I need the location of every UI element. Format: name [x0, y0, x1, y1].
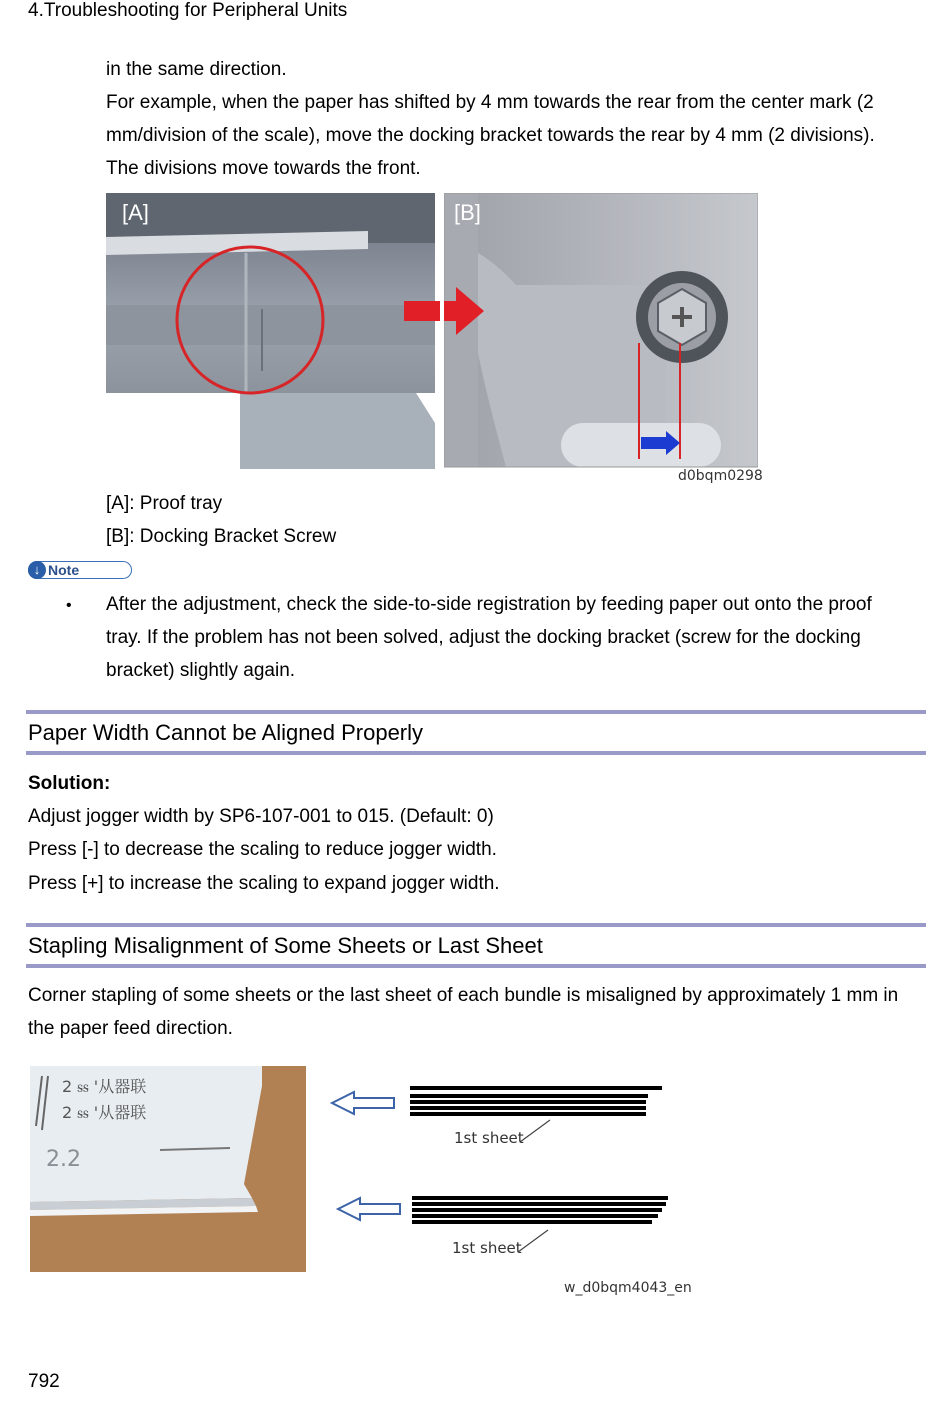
intro-line-1: in the same direction. [106, 59, 287, 80]
info-arrow-icon: ↓ [28, 561, 46, 579]
note-line-3: bracket) slightly again. [106, 660, 296, 681]
svg-text:2 ꭶꭶ '从器联: 2 ꭶꭶ '从器联 [62, 1077, 147, 1096]
figure-label-b: [B] [454, 200, 481, 225]
panel-b-photo [444, 193, 758, 467]
legend-b: [B]: Docking Bracket Screw [106, 526, 337, 547]
label-first-sheet-top: 1st sheet [454, 1129, 524, 1147]
running-header: 4.Troubleshooting for Peripheral Units [28, 0, 348, 21]
solution-line-2: Press [-] to decrease the scaling to reduce jogger width. [28, 839, 497, 860]
sheet-stack-bottom [412, 1196, 668, 1252]
sheet-stack-top [410, 1086, 662, 1142]
bullet-icon: • [66, 597, 72, 614]
legend-a: [A]: Proof tray [106, 493, 223, 514]
stapling-line-1: Corner stapling of some sheets or the last sheet of each bundle is misaligned by approximately 1 mm in [28, 985, 899, 1006]
section-rule-bottom [26, 964, 926, 968]
left-arrow-icon [338, 1198, 400, 1220]
figure-code: d0bqm0298 [678, 468, 763, 484]
section-rule-bottom [26, 751, 926, 755]
solution-line-3: Press [+] to increase the scaling to expand jogger width. [28, 873, 500, 894]
note-badge [28, 561, 132, 579]
svg-text:2.2: 2.2 [46, 1147, 81, 1172]
figure-code: w_d0bqm4043_en [564, 1280, 692, 1296]
stapling-line-2: the paper feed direction. [28, 1018, 233, 1039]
figure-docking-bracket-image [106, 193, 758, 485]
solution-line-1: Adjust jogger width by SP6-107-001 to 015. (Default: 0) [28, 806, 494, 827]
label-first-sheet-bottom: 1st sheet [452, 1239, 522, 1257]
note-line-2: tray. If the problem has not been solved, adjust the docking bracket (screw for the docking [106, 627, 861, 648]
solution-label: Solution: [28, 773, 111, 794]
note-line-1: After the adjustment, check the side-to-side registration by feeding paper out onto the proof [106, 594, 872, 615]
figure-docking-bracket [106, 193, 763, 485]
left-arrow-icon [332, 1092, 394, 1114]
figure-stapling [30, 1066, 710, 1306]
section-rule-top [26, 923, 926, 927]
page-number: 792 [28, 1371, 60, 1392]
intro-line-3: mm/division of the scale), move the docking bracket towards the rear by 4 mm (2 divisions). [106, 125, 875, 146]
svg-text:2 ꭶꭶ '从器联: 2 ꭶꭶ '从器联 [62, 1103, 147, 1122]
section-title-stapling: Stapling Misalignment of Some Sheets or Last Sheet [28, 933, 543, 958]
figure-label-a: [A] [122, 200, 149, 225]
intro-line-2: For example, when the paper has shifted by 4 mm towards the rear from the center mark (2 [106, 92, 874, 113]
note-label: Note [48, 562, 80, 578]
panel-a-photo [106, 193, 435, 469]
section-rule-top [26, 710, 926, 714]
stapled-paper-photo [30, 1066, 306, 1272]
section-title-paper-width: Paper Width Cannot be Aligned Properly [28, 720, 424, 745]
intro-line-4: The divisions move towards the front. [106, 158, 421, 179]
figure-stapling-image [30, 1066, 710, 1306]
